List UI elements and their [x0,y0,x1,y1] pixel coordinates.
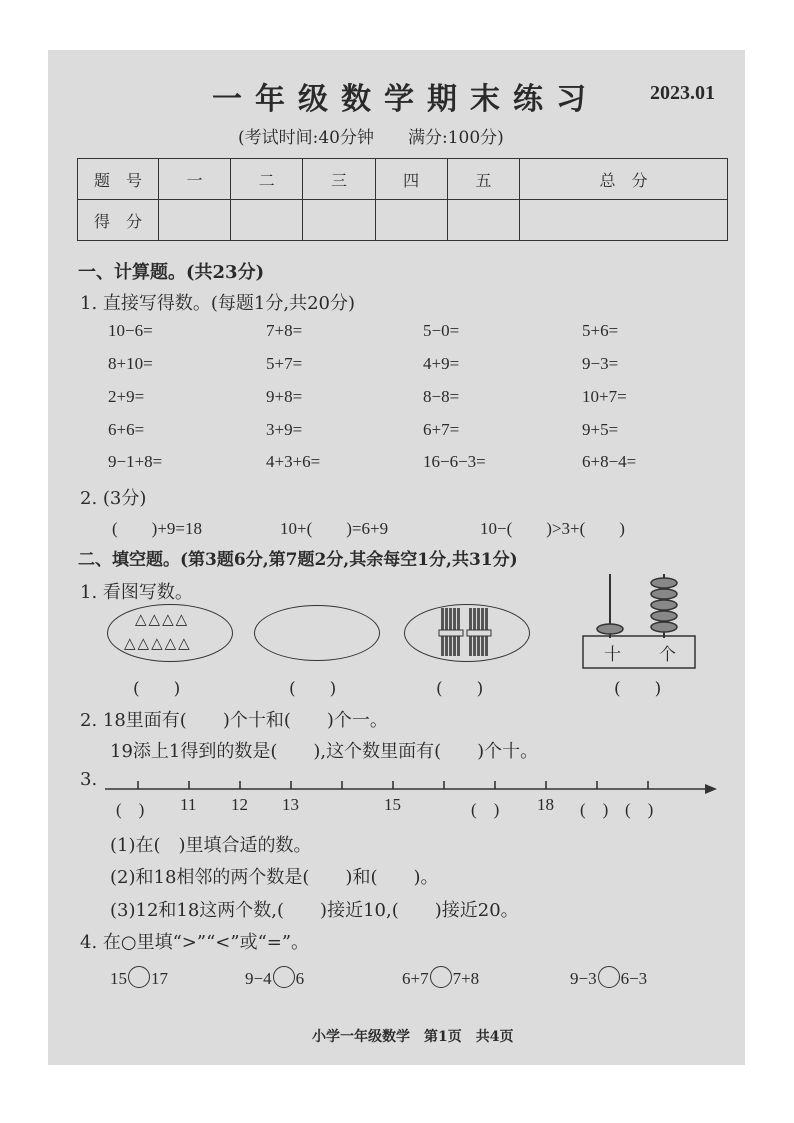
page-title: 一年级数学期末练习 [212,82,599,117]
score-header-cell: 二 [231,159,303,200]
answer-blank[interactable]: ( ) [289,679,337,699]
calc-item: 9−1+8= [108,452,163,471]
numberline-label[interactable]: ( ) [116,800,145,819]
page-footer: 小学一年级数学 第1页 共4页 [312,1029,514,1045]
score-header-cell: 一 [159,159,231,200]
numberline-label[interactable]: ( ) [580,800,609,819]
abacus-ones-label: 个 [659,645,676,665]
triangles-row: △△△△ [135,610,190,628]
calc-item: 6+7= [423,420,460,439]
section1-q1-label: 1. 直接写得数。(每题1分,共20分) [80,293,356,314]
fill-blank-item[interactable]: ( )+9=18 [112,519,202,538]
calc-item: 6+6= [108,420,145,439]
exam-info: (考试时间:40分钟 满分:100分) [238,128,504,148]
section2-q2-line2: 19添上1得到的数是( ),这个数里面有( )个十。 [110,741,539,762]
compare-left: 9−3 [570,969,597,988]
fill-blank-item[interactable]: 10−( )>3+( ) [480,519,625,538]
section2-heading: 二、填空题。(第3题6分,第7题2分,其余每空1分,共31分) [78,550,518,570]
section2-q2-line1: 2. 18里面有( )个十和( )个一。 [80,710,388,731]
calc-item: 9−3= [582,354,619,373]
abacus-icon [580,572,700,672]
numberline-label: 11 [180,795,197,814]
section1-heading: 一、计算题。(共23分) [78,262,265,283]
compare-circle-icon[interactable] [273,966,295,988]
calc-item: 16−6−3= [423,452,486,471]
fill-blank-item[interactable]: 10+( )=6+9 [280,519,389,538]
calc-item: 5−0= [423,321,460,340]
score-input-cell[interactable] [159,200,231,241]
section1-q2-label: 2. (3分) [80,488,147,509]
section2-q1-label: 1. 看图写数。 [80,582,193,603]
compare-item [570,966,647,989]
answer-blank[interactable]: ( ) [133,679,181,699]
score-input-cell[interactable] [303,200,375,241]
compare-left: 15 [110,969,127,988]
numberline-label: 15 [384,795,401,814]
compare-right: 17 [151,969,168,988]
stick-bundles-icon [438,604,498,660]
numberline-label: 12 [231,795,248,814]
answer-blank[interactable]: ( ) [436,679,484,699]
score-table [77,158,728,241]
score-input-cell[interactable] [519,200,727,241]
compare-item [402,966,479,989]
score-header-cell: 五 [447,159,519,200]
score-input-cell[interactable] [447,200,519,241]
abacus-tens-label: 十 [604,645,621,665]
compare-circle-icon[interactable] [598,966,620,988]
numberline-label: 18 [537,795,554,814]
calc-item: 5+6= [582,321,619,340]
calc-item: 10−6= [108,321,153,340]
section2-q4-label: 4. 在○里填“>”“<”或“=”。 [80,932,310,953]
score-header-cell: 三 [303,159,375,200]
score-header-cell: 总 分 [519,159,727,200]
empty-oval [254,605,380,661]
calc-item: 4+9= [423,354,460,373]
section2-q3-part3: (3)12和18这两个数,( )接近10,( )接近20。 [110,900,519,921]
calc-item: 5+7= [266,354,303,373]
triangles-row: △△△△△ [124,634,192,652]
section2-q3-label: 3. [80,769,98,790]
numberline-label[interactable]: ( ) [625,800,654,819]
calc-item: 10+7= [582,387,627,406]
score-input-cell[interactable] [375,200,447,241]
score-input-cell[interactable] [231,200,303,241]
calc-item: 9+5= [582,420,619,439]
compare-right: 6−3 [620,969,648,988]
compare-item [110,966,168,989]
section2-q3-part2: (2)和18相邻的两个数是( )和( )。 [110,867,439,888]
calc-item: 8−8= [423,387,460,406]
compare-left: 6+7 [402,969,429,988]
score-table-score-row [78,200,728,241]
compare-circle-icon[interactable] [430,966,452,988]
score-label-cell: 得 分 [78,200,159,241]
section2-q3-part1: (1)在( )里填合适的数。 [110,835,312,856]
compare-item [245,966,304,989]
calc-item: 4+3+6= [266,452,321,471]
answer-blank[interactable]: ( ) [614,679,662,699]
numberline-label[interactable]: ( ) [471,800,500,819]
calc-item: 9+8= [266,387,303,406]
calc-item: 7+8= [266,321,303,340]
calc-item: 8+10= [108,354,153,373]
score-header-cell: 四 [375,159,447,200]
calc-item: 6+8−4= [582,452,637,471]
compare-right: 7+8 [452,969,480,988]
calc-item: 3+9= [266,420,303,439]
score-table-header-row [78,159,728,200]
compare-right: 6 [295,969,305,988]
compare-circle-icon[interactable] [128,966,150,988]
compare-left: 9−4 [245,969,272,988]
calc-item: 2+9= [108,387,145,406]
numberline-label: 13 [282,795,299,814]
score-header-cell: 题 号 [78,159,159,200]
exam-date: 2023.01 [650,82,715,104]
